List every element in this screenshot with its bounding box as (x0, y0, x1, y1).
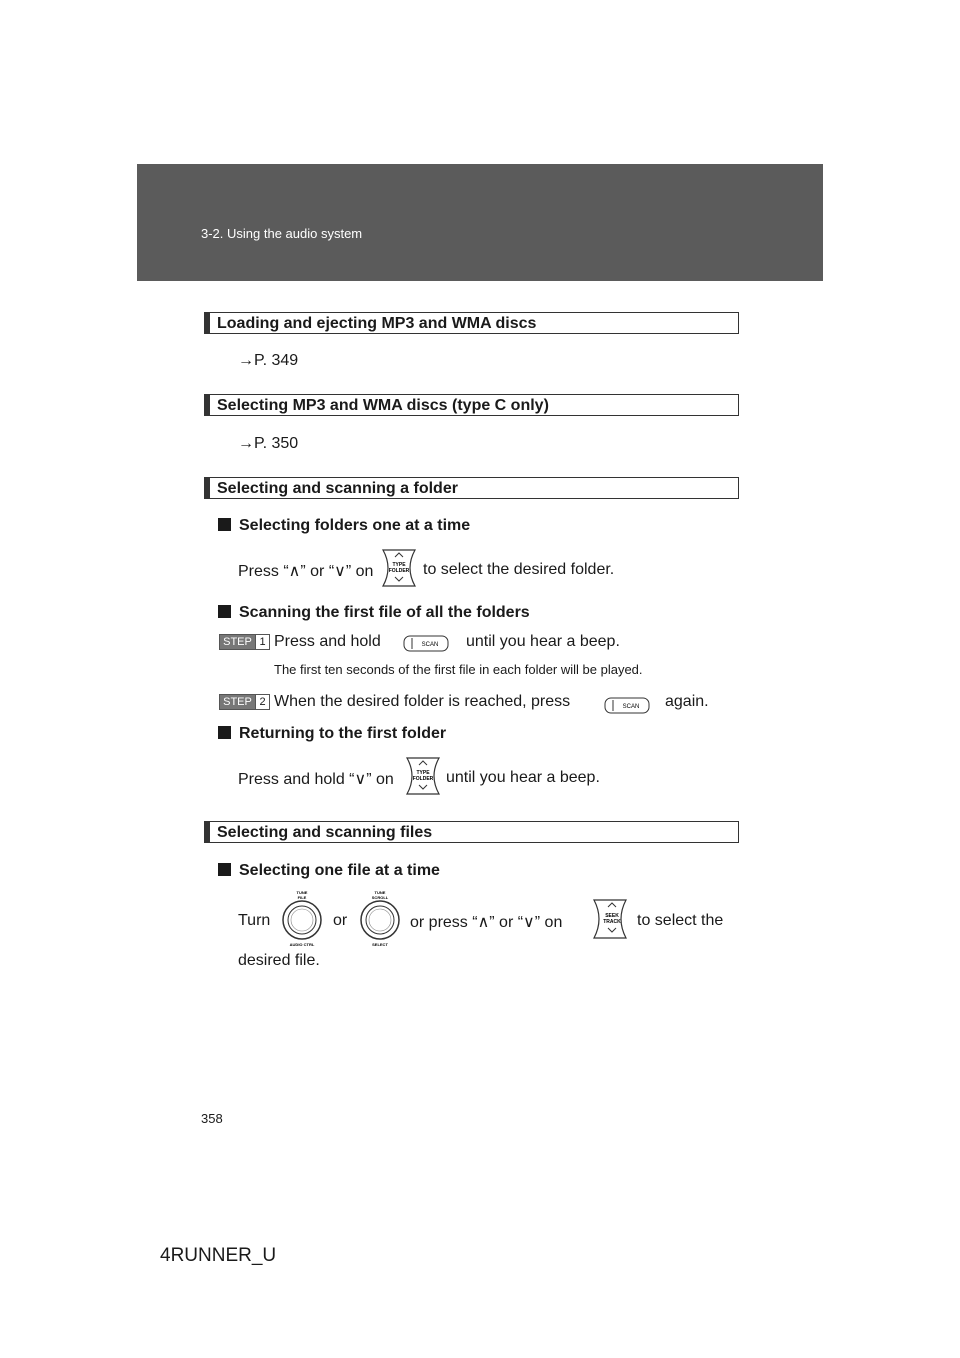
svg-text:FILE: FILE (297, 895, 307, 900)
seek-track-button-icon (592, 898, 628, 940)
subheading-return-folder: Returning to the first folder (218, 725, 446, 743)
svg-text:AUDIO CTRL: AUDIO CTRL (289, 942, 315, 947)
step-2-text: When the desired folder is reached, press (274, 693, 571, 710)
svg-text:TYPE: TYPE (416, 770, 430, 776)
step-2-text: again. (665, 693, 709, 710)
instruction-text: to select the (637, 912, 724, 929)
instruction-text: Press “∧” or “∨” on (238, 563, 374, 580)
subheading-select-file: Selecting one file at a time (218, 862, 440, 880)
tune-file-knob-icon (279, 887, 325, 949)
instruction-text: to select the desired folder. (423, 561, 615, 578)
header-band (137, 164, 823, 281)
type-folder-button-icon (405, 756, 441, 796)
svg-text:FOLDER: FOLDER (388, 568, 410, 574)
step-1-text: Press and hold (274, 633, 381, 650)
svg-text:SCAN: SCAN (622, 704, 640, 710)
svg-text:TYPE: TYPE (392, 562, 406, 568)
svg-text:SEEK: SEEK (605, 913, 619, 919)
instruction-text: Turn (238, 912, 271, 929)
step-1-note: The first ten seconds of the first file in each folder will be played. (274, 662, 643, 677)
svg-text:SCROLL: SCROLL (371, 895, 389, 900)
scan-button-icon (604, 697, 650, 714)
instruction-text: Press and hold “∨” on (238, 771, 394, 788)
instruction-text: or (333, 912, 348, 929)
page-number: 358 (201, 1111, 223, 1126)
step-1-text: until you hear a beep. (466, 633, 620, 650)
section-title: Selecting and scanning a folder (217, 480, 458, 497)
tune-scroll-knob-icon (357, 887, 403, 949)
instruction-text: or press “∧” or “∨” on (410, 914, 563, 931)
page-reference-350[interactable]: →P. 350 (238, 435, 299, 452)
section-breadcrumb: 3-2. Using the audio system (201, 226, 363, 241)
svg-text:FOLDER: FOLDER (412, 776, 434, 782)
svg-text:TUNE: TUNE (374, 890, 386, 895)
instruction-text: until you hear a beep. (446, 769, 600, 786)
scan-button-icon (403, 635, 449, 652)
svg-text:TUNE: TUNE (296, 890, 308, 895)
page-reference-349[interactable]: →P. 349 (238, 352, 299, 369)
section-title: Selecting MP3 and WMA discs (type C only) (217, 397, 549, 414)
section-heading-folder (204, 477, 739, 499)
step-1-badge: STEP 1 (219, 634, 270, 650)
step-2-badge: STEP 2 (219, 694, 270, 710)
type-folder-button-icon (381, 548, 417, 588)
section-heading-files (204, 821, 739, 843)
footer-model-code: 4RUNNER_U (160, 1245, 277, 1266)
svg-text:SCAN: SCAN (421, 642, 439, 648)
section-title: Loading and ejecting MP3 and WMA discs (217, 315, 537, 332)
subheading-select-folders: Selecting folders one at a time (218, 517, 470, 535)
subheading-scan-folders: Scanning the first file of all the folders (218, 604, 530, 622)
section-heading-selecting-discs (204, 394, 739, 416)
svg-text:TRACK: TRACK (603, 919, 621, 925)
svg-text:SELECT: SELECT (372, 942, 388, 947)
section-heading-loading (204, 312, 739, 334)
instruction-text: desired file. (238, 952, 320, 969)
section-title: Selecting and scanning files (217, 824, 433, 841)
